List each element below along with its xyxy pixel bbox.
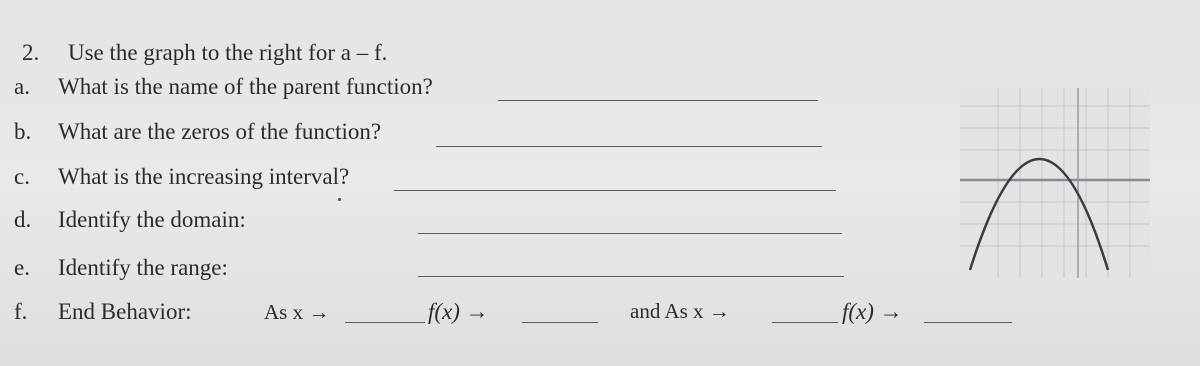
answer-line-f2[interactable] [522, 322, 598, 323]
stray-mark [338, 198, 341, 201]
answer-line-c[interactable] [394, 190, 836, 191]
item-e-letter: e. [14, 255, 30, 280]
as-x-label-1: As x → [264, 300, 330, 324]
question-number: 2. [22, 40, 40, 65]
fx-label-2: f(x) → [842, 299, 903, 324]
item-a-text: What is the name of the parent function? [58, 74, 433, 99]
item-a-letter: a. [14, 74, 30, 99]
item-c-letter: c. [14, 164, 30, 189]
fx-label-1: f(x) → [428, 299, 489, 324]
item-b-text: What are the zeros of the function? [58, 119, 382, 144]
and-as-x-label: and As x → [630, 299, 730, 323]
answer-line-d[interactable] [418, 233, 842, 234]
answer-line-b[interactable] [436, 146, 822, 147]
item-e-text: Identify the range: [58, 255, 228, 280]
instruction: Use the graph to the right for a – f. [68, 40, 388, 65]
item-d-letter: d. [14, 207, 32, 232]
parabola-graph [960, 88, 1150, 278]
answer-line-a[interactable] [498, 100, 818, 101]
item-f-text: End Behavior: [58, 299, 192, 324]
answer-line-e[interactable] [418, 276, 844, 277]
item-d-text: Identify the domain: [58, 207, 246, 232]
answer-line-f4[interactable] [924, 322, 1012, 323]
answer-line-f1[interactable] [345, 322, 425, 323]
item-c-text: What is the increasing interval? [58, 164, 350, 189]
item-b-letter: b. [14, 119, 32, 144]
answer-line-f3[interactable] [772, 322, 838, 323]
item-f-letter: f. [14, 299, 28, 324]
